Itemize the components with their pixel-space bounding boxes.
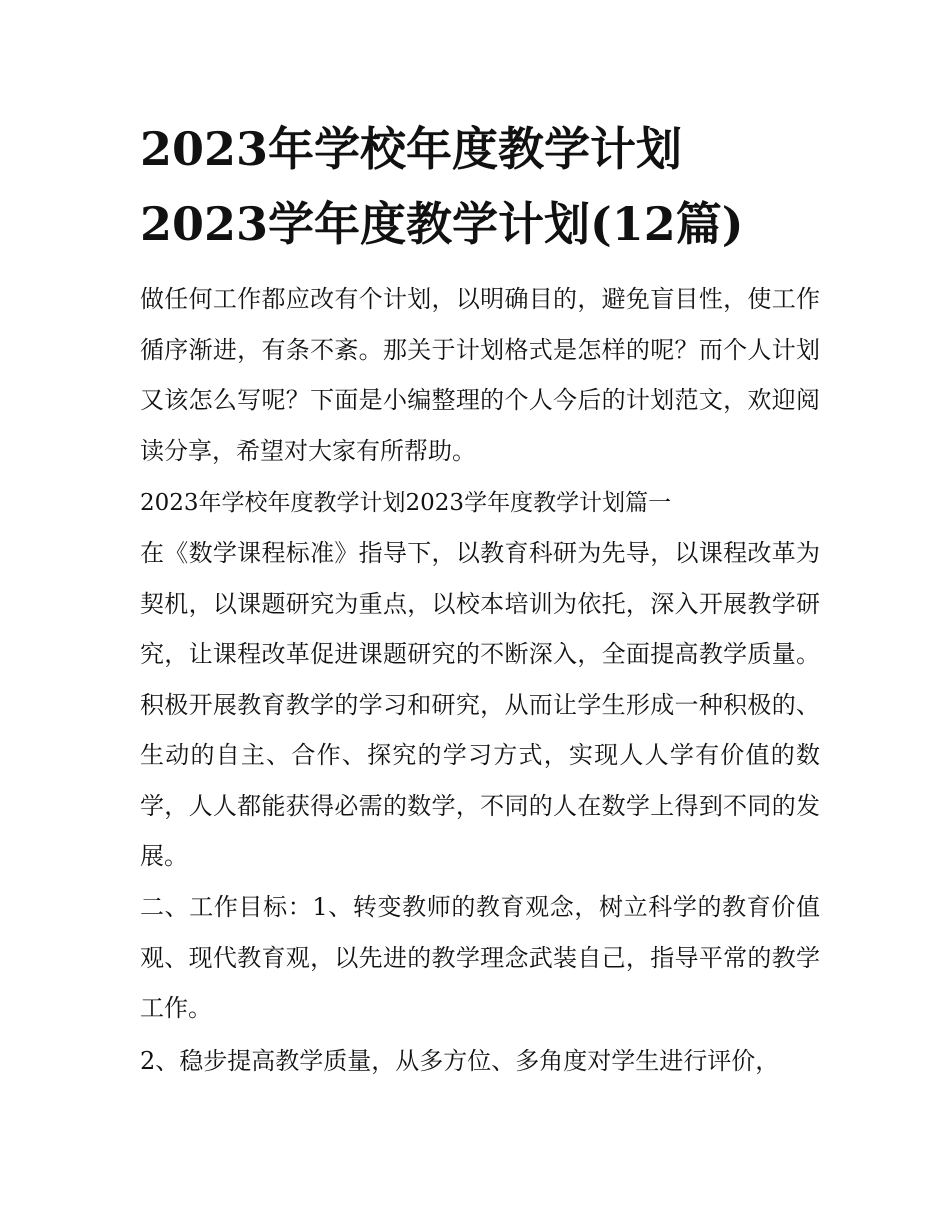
body-paragraph-2: 二、工作目标：1、转变教师的教育观念，树立科学的教育价值观、现代教育观，以先进的教学理念武装自己，指导平常的教学工作。: [140, 893, 820, 1022]
intro-paragraph: 做任何工作都应改有个计划，以明确目的，避免盲目性，使工作循序渐进，有条不紊。那关于计划格式是怎样的呢？而个人计划又该怎么写呢？下面是小编整理的个人今后的计划范文，欢迎阅读分享，希望对大家有所帮助。: [140, 285, 820, 465]
section-heading: 2023年学校年度教学计划2023学年度教学计划篇一: [140, 490, 672, 516]
body-paragraph-1: 在《数学课程标准》指导下，以教育科研为先导，以课程改革为契机，以课题研究为重点，以校本培训为依托，深入开展教学研究，让课程改革促进课题研究的不断深入，全面提高教学质量。积极开展教育教学的学习和研究，从而让学生形成一种积极的、生动的自主、合作、探究的学习方式，实现人人学有价值的数学，人人都能获得必需的数学，不同的人在数学上得到不同的发展。: [140, 539, 820, 870]
document-title-line-1: 2023年学校年度教学计划: [140, 122, 683, 176]
body-paragraph-3: 2、稳步提高教学质量，从多方位、多角度对学生进行评价，: [140, 1047, 780, 1075]
document-title-line-2: 2023学年度教学计划(12篇): [140, 197, 744, 251]
